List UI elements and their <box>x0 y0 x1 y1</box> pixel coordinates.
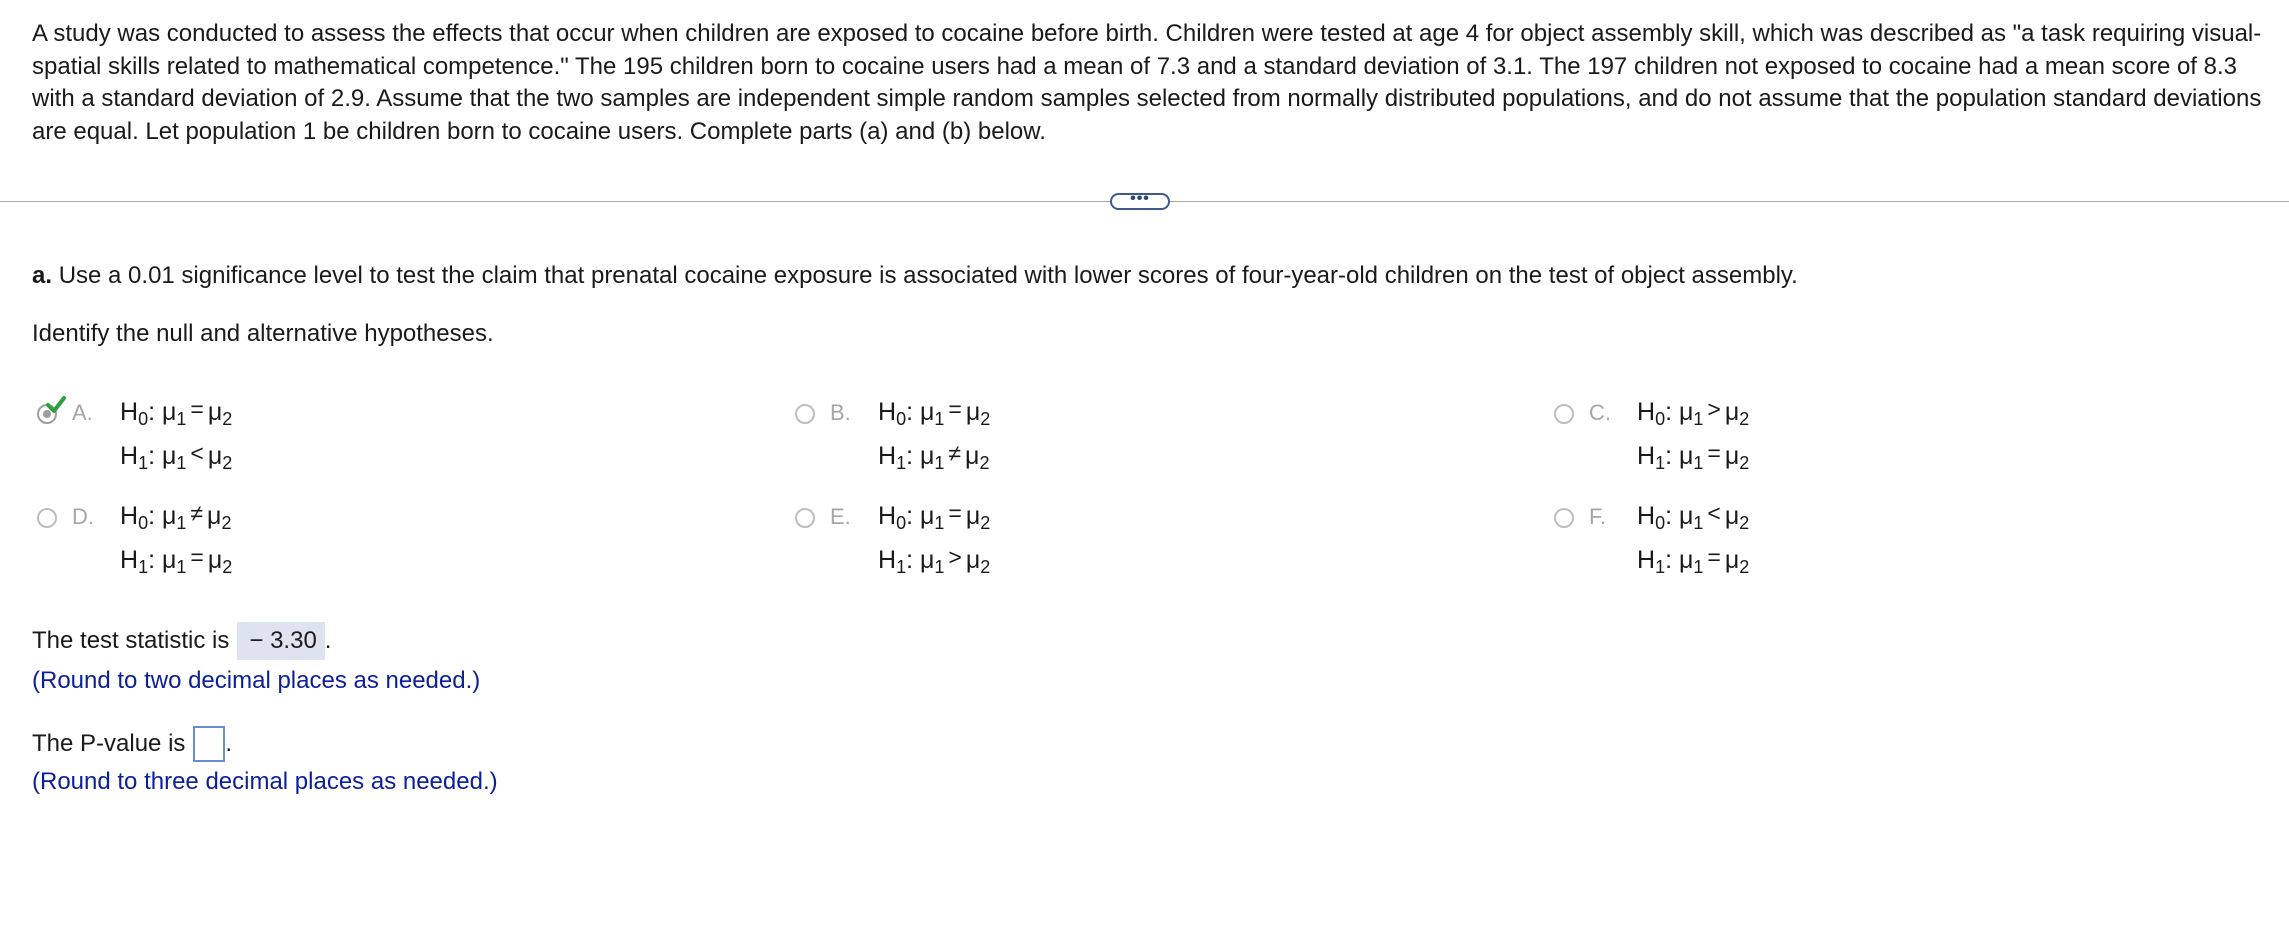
option-d-h1: $H_1$: $\mu_1 = \mu_2$ <box>120 544 233 577</box>
option-e-radio[interactable] <box>795 508 815 528</box>
p-value-label: The P-value is <box>32 730 186 757</box>
option-c-letter: C. <box>1589 400 1611 425</box>
option-b-letter: B. <box>830 400 851 425</box>
test-statistic-period: . <box>324 627 332 654</box>
option-c-h0-relation: > <box>1707 396 1721 422</box>
option-e-h0: $H_0$: $\mu_1 = \mu_2$ <box>878 500 991 533</box>
option-c-h1: $H_1$: $\mu_1 = \mu_2$ <box>1637 440 1750 473</box>
option-a-letter: A. <box>72 400 93 425</box>
option-d-h0: $H_0$: $\mu_1 \ne \mu_2$ <box>120 500 232 533</box>
checkmark-icon <box>46 396 66 414</box>
option-e-h1: $H_1$: $\mu_1 > \mu_2$ <box>878 544 991 577</box>
option-c-h1-relation: = <box>1707 440 1721 466</box>
p-value-line <box>32 725 232 763</box>
test-statistic-line <box>32 622 331 660</box>
option-d-h1-relation: = <box>190 544 204 570</box>
option-f-h0-relation: < <box>1707 500 1721 526</box>
option-e[interactable] <box>790 502 1390 582</box>
option-c-radio[interactable] <box>1554 404 1574 424</box>
p-value-input[interactable] <box>193 726 225 762</box>
option-f[interactable] <box>1549 502 2149 582</box>
option-c[interactable] <box>1549 398 2149 478</box>
option-f-radio[interactable] <box>1554 508 1574 528</box>
option-b-h1-relation: ≠ <box>948 440 962 466</box>
part-a-label: a. <box>32 262 53 289</box>
option-b-h1: $H_1$: $\mu_1 \ne \mu_2$ <box>878 440 990 473</box>
test-statistic-answer[interactable]: − 3.30 <box>237 622 324 660</box>
option-a-h1-relation: < <box>190 440 204 466</box>
option-e-h1-relation: > <box>948 544 962 570</box>
option-f-h0: $H_0$: $\mu_1 < \mu_2$ <box>1637 500 1750 533</box>
option-a-h1: $H_1$: $\mu_1 < \mu_2$ <box>120 440 233 473</box>
option-a-h0-relation: = <box>190 396 204 422</box>
option-e-letter: E. <box>830 504 851 529</box>
option-d-radio[interactable] <box>37 508 57 528</box>
expand-more-button[interactable]: ••• <box>1110 193 1170 210</box>
test-statistic-label: The test statistic is <box>32 627 230 654</box>
round-three-decimals-note: (Round to three decimal places as needed.) <box>32 768 498 795</box>
option-d-letter: D. <box>72 504 94 529</box>
option-d[interactable] <box>32 502 632 582</box>
option-a[interactable] <box>32 398 632 478</box>
option-b-h0: $H_0$: $\mu_1 = \mu_2$ <box>878 396 991 429</box>
option-b-radio[interactable] <box>795 404 815 424</box>
option-f-h1: $H_1$: $\mu_1 = \mu_2$ <box>1637 544 1750 577</box>
part-a-question <box>32 260 1798 292</box>
option-b[interactable] <box>790 398 1390 478</box>
p-value-period: . <box>225 730 233 757</box>
option-f-letter: F. <box>1589 504 1607 529</box>
identify-hypotheses-prompt: Identify the null and alternative hypotheses. <box>32 320 494 347</box>
problem-statement: A study was conducted to assess the effects that occur when children are exposed to cocaine before birth. Children were tested at age 4 for object assembly skill, which was described as "a task requiring visual-spatial skills related to mathematical competence." The 195 children born to cocaine users had a mean of 7.3 and a standard deviation of 3.1. The 197 children not exposed to cocaine had a mean score of 8.3 with a standard deviation of 2.9. Assume that the two samples are independent simple random samples selected from normally distributed populations, and do not assume that the population standard deviations are equal. Let population 1 be children born to cocaine users. Complete parts (a) and (b) below. <box>32 20 2262 145</box>
part-a-text: Use a 0.01 significance level to test the claim that prenatal cocaine exposure is associated with lower scores of four-year-old children on the test of object assembly. <box>58 262 1798 289</box>
round-two-decimals-note: (Round to two decimal places as needed.) <box>32 667 481 694</box>
option-c-h0: $H_0$: $\mu_1 > \mu_2$ <box>1637 396 1750 429</box>
option-b-h0-relation: = <box>948 396 962 422</box>
option-a-h0: $H_0$: $\mu_1 = \mu_2$ <box>120 396 233 429</box>
option-d-h0-relation: ≠ <box>190 500 204 526</box>
option-f-h1-relation: = <box>1707 544 1721 570</box>
option-e-h0-relation: = <box>948 500 962 526</box>
